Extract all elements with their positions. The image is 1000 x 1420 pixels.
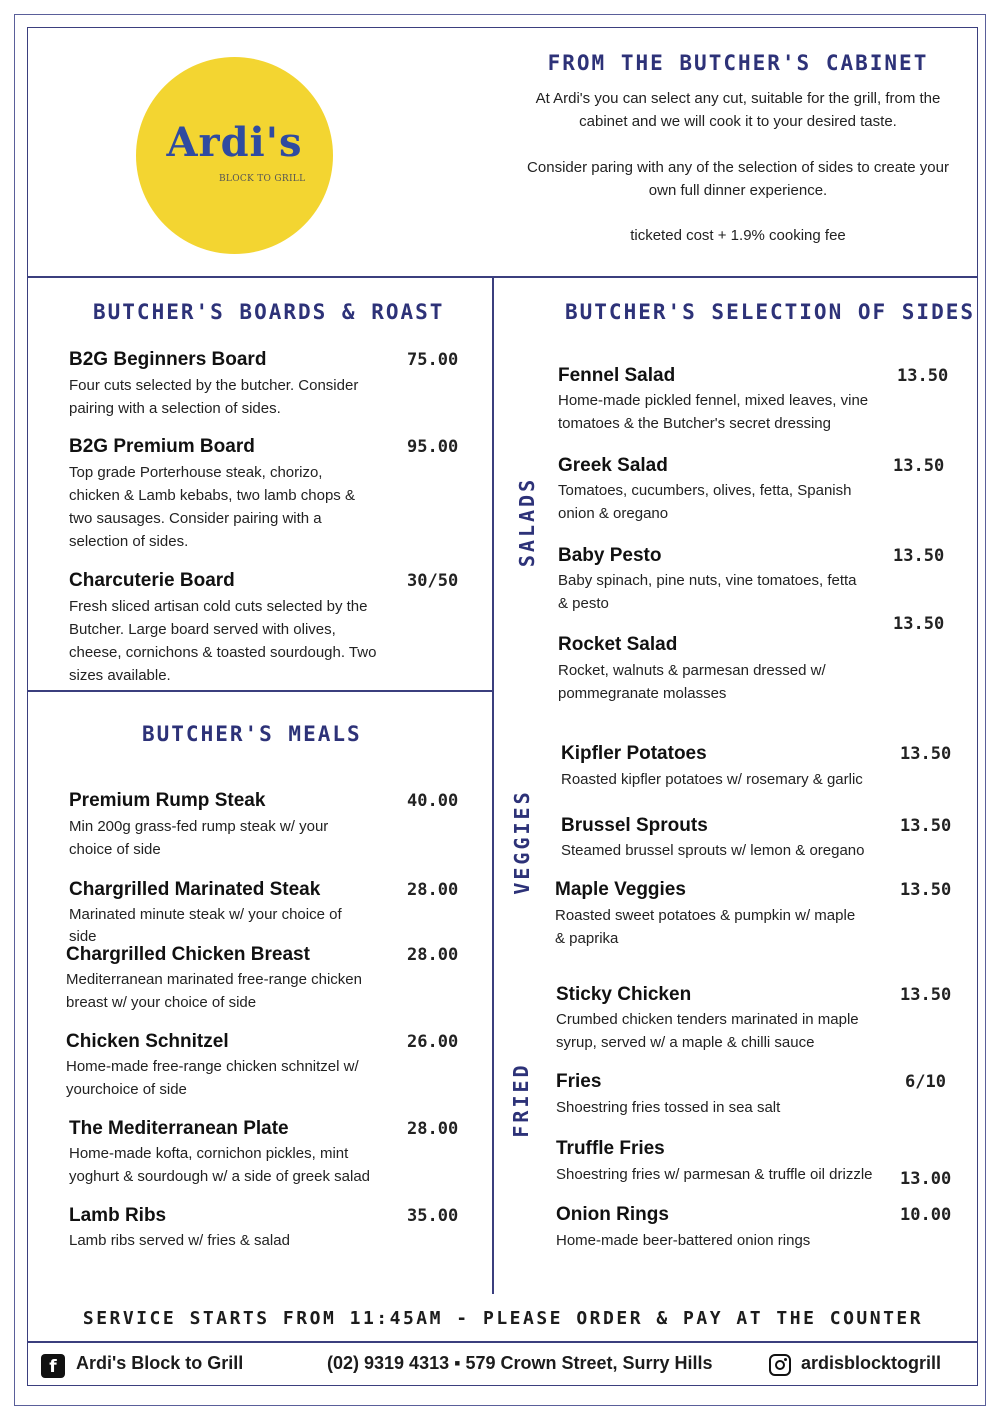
board-name: Charcuterie Board <box>69 570 235 591</box>
cabinet-line-3: ticketed cost + 1.9% cooking fee <box>630 227 846 244</box>
meal-price: 28.00 <box>407 1119 459 1139</box>
side-desc: Shoestring fries tossed in sea salt <box>556 1099 781 1116</box>
fried-label: FRIED <box>509 1062 533 1138</box>
facebook-icon: f <box>41 1354 65 1378</box>
meal-price: 26.00 <box>407 1032 459 1052</box>
meal-name: The Mediterranean Plate <box>69 1118 289 1139</box>
cabinet-title: FROM THE BUTCHER'S CABINET <box>547 51 929 75</box>
side-price: 10.00 <box>900 1205 952 1225</box>
meal-name: Premium Rump Steak <box>69 790 266 811</box>
meal-name: Lamb Ribs <box>69 1205 167 1226</box>
logo-tagline: BLOCK TO GRILL <box>219 174 306 184</box>
instagram-icon <box>769 1354 791 1376</box>
header-divider <box>28 276 978 278</box>
board-desc: Four cuts selected by the butcher. Consider pairing with a selection of sides. <box>69 377 359 417</box>
side-desc: Tomatoes, cucumbers, olives, fetta, Spanish onion & oregano <box>558 482 852 522</box>
board-desc: Top grade Porterhouse steak, chorizo, chicken & Lamb kebabs, two lamb chops & two sausages. Consider pairing with a selection of sides. <box>69 464 355 550</box>
side-price: 13.50 <box>893 614 945 634</box>
veggies-label: VEGGIES <box>510 789 534 895</box>
board-price: 95.00 <box>407 437 459 457</box>
meal-price: 28.00 <box>407 945 459 965</box>
side-name: Baby Pesto <box>558 545 662 566</box>
meal-desc: Home-made kofta, cornichon pickles, mint yoghurt & sourdough w/ a side of greek salad <box>69 1145 371 1185</box>
footer-divider <box>28 1341 978 1343</box>
salads-label: SALADS <box>515 476 539 568</box>
side-price: 13.50 <box>900 985 952 1005</box>
cabinet-line-2: Consider paring with any of the selection of sides to create your own full dinner experience. <box>527 159 949 199</box>
meal-price: 40.00 <box>407 791 459 811</box>
side-desc: Crumbed chicken tenders marinated in maple syrup, served w/ a maple & chilli sauce <box>556 1011 859 1051</box>
meal-price: 35.00 <box>407 1206 459 1226</box>
meal-desc: Lamb ribs served w/ fries & salad <box>69 1232 290 1249</box>
side-name: Kipfler Potatoes <box>561 743 707 764</box>
meals-title: BUTCHER'S MEALS <box>142 722 362 746</box>
board-name: B2G Premium Board <box>69 436 255 457</box>
meal-price: 28.00 <box>407 880 459 900</box>
board-name: B2G Beginners Board <box>69 349 267 370</box>
meal-desc: Home-made free-range chicken schnitzel w/ yourchoice of side <box>66 1058 359 1098</box>
side-name: Greek Salad <box>558 455 668 476</box>
side-price: 13.00 <box>900 1169 952 1189</box>
side-name: Sticky Chicken <box>556 984 692 1005</box>
side-desc: Shoestring fries w/ parmesan & truffle oil drizzle <box>556 1166 873 1183</box>
facebook-name: Ardi's Block to Grill <box>76 1353 244 1373</box>
side-desc: Roasted sweet potatoes & pumpkin w/ maple & paprika <box>555 907 856 947</box>
side-price: 13.50 <box>900 816 952 836</box>
side-name: Rocket Salad <box>558 634 678 655</box>
side-name: Fennel Salad <box>558 365 676 386</box>
column-divider <box>492 277 494 1294</box>
side-name: Onion Rings <box>556 1204 669 1225</box>
board-desc: Fresh sliced artisan cold cuts selected by the Butcher. Large board served with olives, cheese, cornichons & toasted sourdough. Two sizes available. <box>69 598 377 684</box>
side-price: 6/10 <box>905 1072 946 1092</box>
side-price: 13.50 <box>900 880 952 900</box>
sides-title: BUTCHER'S SELECTION OF SIDES <box>565 300 976 324</box>
side-desc: Roasted kipfler potatoes w/ rosemary & garlic <box>561 771 863 788</box>
side-price: 13.50 <box>893 546 945 566</box>
side-name: Fries <box>556 1071 602 1092</box>
boards-meals-divider <box>28 690 492 692</box>
side-desc: Home-made pickled fennel, mixed leaves, vine tomatoes & the Butcher's secret dressing <box>558 392 869 432</box>
meal-desc: Mediterranean marinated free-range chicken breast w/ your choice of side <box>66 971 362 1011</box>
side-name: Maple Veggies <box>555 879 686 900</box>
side-name: Truffle Fries <box>556 1138 665 1159</box>
boards-title: BUTCHER'S BOARDS & ROAST <box>93 300 445 324</box>
side-desc: Steamed brussel sprouts w/ lemon & oregano <box>561 842 865 859</box>
logo-name: Ardi's <box>166 119 303 166</box>
side-desc: Baby spinach, pine nuts, vine tomatoes, fetta & pesto <box>558 572 857 612</box>
instagram-handle: ardisblocktogrill <box>801 1353 942 1373</box>
side-price: 13.50 <box>893 456 945 476</box>
side-name: Brussel Sprouts <box>561 815 708 836</box>
side-price: 13.50 <box>900 744 952 764</box>
meal-name: Chargrilled Marinated Steak <box>69 879 321 900</box>
meal-name: Chargrilled Chicken Breast <box>66 944 310 965</box>
board-price: 30/50 <box>407 571 459 591</box>
logo <box>136 57 333 254</box>
side-price: 13.50 <box>897 366 949 386</box>
service-banner: SERVICE STARTS FROM 11:45AM - PLEASE ORDER & PAY AT THE COUNTER <box>82 1308 924 1329</box>
meal-desc: Min 200g grass-fed rump steak w/ your choice of side <box>69 818 329 858</box>
meal-name: Chicken Schnitzel <box>66 1031 229 1052</box>
side-desc: Home-made beer-battered onion rings <box>556 1232 811 1249</box>
side-desc: Rocket, walnuts & parmesan dressed w/ pommegranate molasses <box>558 662 826 702</box>
cabinet-line-1: At Ardi's you can select any cut, suitable for the grill, from the cabinet and we will cook it to your desired taste. <box>535 90 941 130</box>
board-price: 75.00 <box>407 350 459 370</box>
phone-address: (02) 9319 4313 ▪ 579 Crown Street, Surry Hills <box>327 1353 713 1373</box>
meal-desc: Marinated minute steak w/ your choice of side <box>69 906 342 945</box>
